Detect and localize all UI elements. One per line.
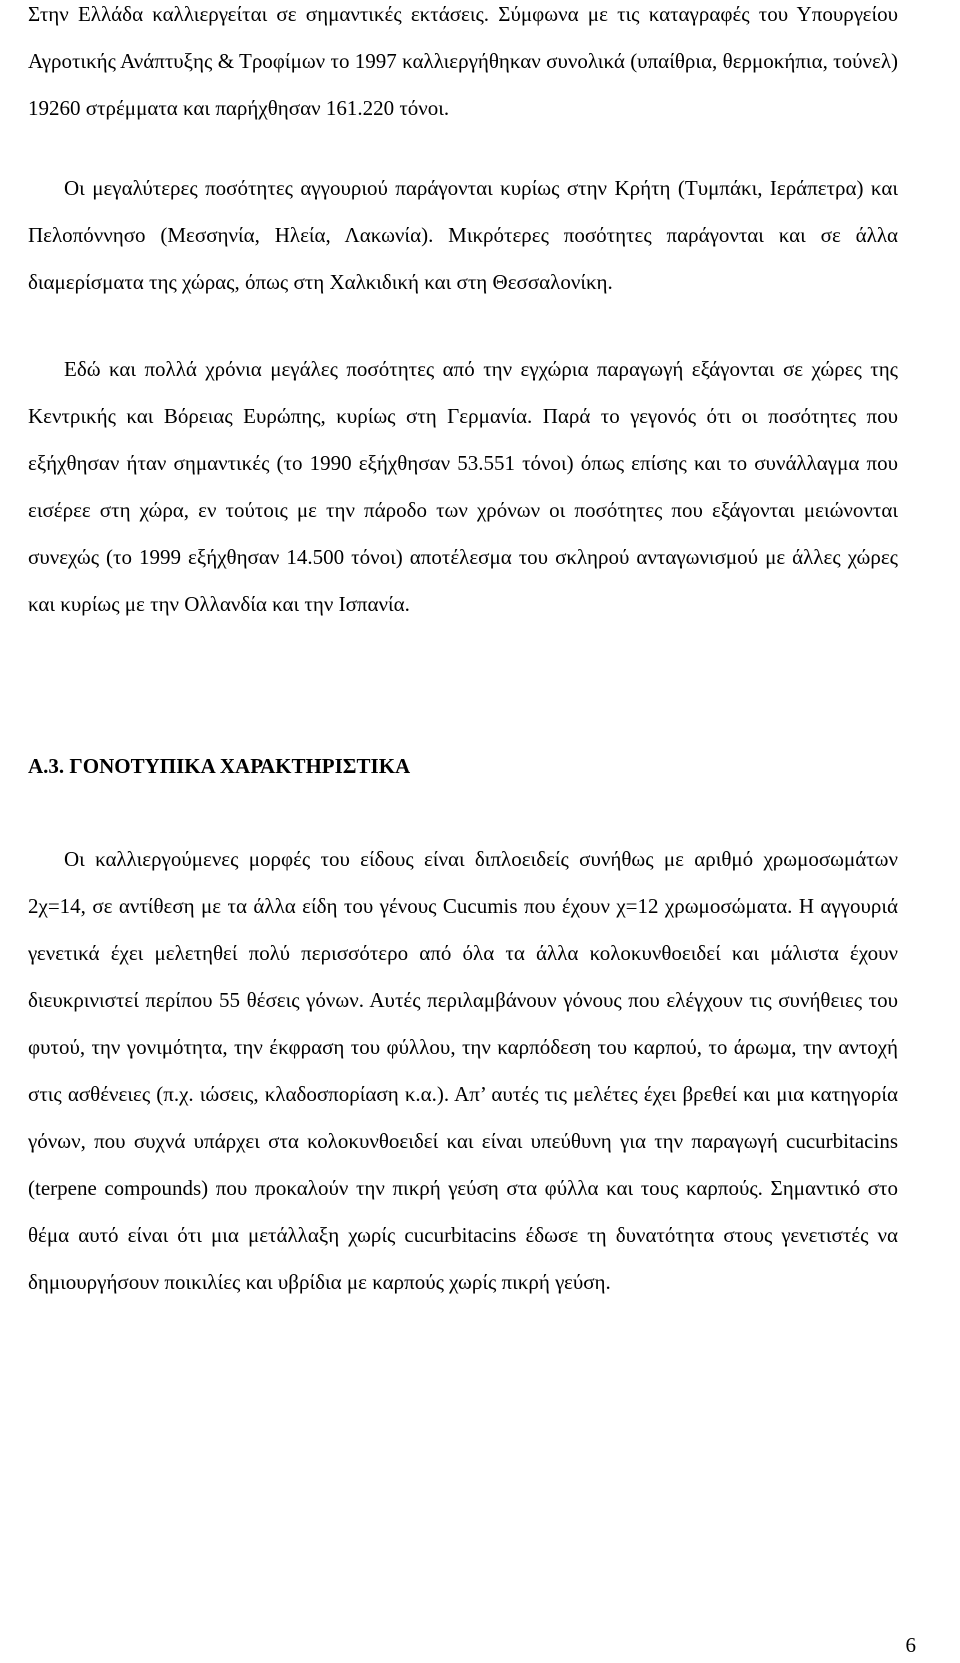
page-number: 6	[905, 1633, 916, 1657]
paragraph-production-regions: Οι μεγαλύτερες ποσότητες αγγουριού παράγονται κυρίως στην Κρήτη (Τυμπάκι, Ιεράπετρα) και Πελοπόννησο (Μεσσηνία, Ηλεία, Λακωνία). Μικρότερες ποσότητες παράγονται και σε άλλα διαμερίσματα της χώρας, όπως στη Χαλκιδική και στη Θεσσαλονίκη.	[28, 176, 898, 294]
paragraph-exports: Εδώ και πολλά χρόνια μεγάλες ποσότητες από την εγχώρια παραγωγή εξάγονται σε χώρες της Κεντρικής και Βόρειας Ευρώπης, κυρίως στη Γερμανία. Παρά το γεγονός ότι οι ποσότητες που εξήχθησαν ήταν σημαντικές (το 1990 εξήχθησαν 53.551 τόνοι) όπως επίσης και το συνάλλαγμα που εισέρεε στη χώρα, εν τούτοις με την πάροδο των χρόνων οι ποσότητες που εξάγονται μειώνονται συνεχώς (το 1999 εξήχθησαν 14.500 τόνοι) αποτέλεσμα του σκληρού ανταγωνισμού με άλλες χώρες και κυρίως με την Ολλανδία και την Ισπανία.	[28, 357, 898, 616]
paragraph-genotypic-characteristics: Οι καλλιεργούμενες μορφές του είδους είναι διπλοειδείς συνήθως με αριθμό χρωμοσωμάτων 2χ=14, σε αντίθεση με τα άλλα είδη του γένους Cucumis που έχουν χ=12 χρωμοσώματα. Η αγγουριά γενετικά έχει μελετηθεί πολύ περισσότερο από όλα τα άλλα κολοκυνθοειδεί και μάλιστα έχουν διευκρινιστεί περίπου 55 θέσεις γόνων. Αυτές περιλαμβάνουν γόνους που ελέγχουν τις συνήθειες του φυτού, την γονιμότητα, την έκφραση του φύλλου, την καρπόδεση του καρπού, το άρωμα, την αντοχή στις ασθένειες (π.χ. ιώσεις, κλαδοσπορίαση κ.α.). Απ’ αυτές τις μελέτες έχει βρεθεί και μια κατηγορία γόνων, που συχνά υπάρχει στα κολοκυνθοειδεί και είναι υπεύθυνη για την παραγωγή cucurbitacins (terpene compounds) που προκαλούν την πικρή γεύση στα φύλλα και τους καρπούς. Σημαντικό στο θέμα αυτό είναι ότι μια μετάλλαξη χωρίς cucurbitacins έδωσε τη δυνατότητα στους γενετιστές να δημιουργήσουν ποικιλίες και υβρίδια με καρπούς χωρίς πικρή γεύση.	[28, 847, 898, 1294]
section-heading: Α.3. ΓΟΝΟΤΥΠΙΚΑ ΧΑΡΑΚΤΗΡΙΣΤΙΚΑ	[28, 754, 411, 778]
paragraph-cultivation-greece: Στην Ελλάδα καλλιεργείται σε σημαντικές εκτάσεις. Σύμφωνα με τις καταγραφές του Υπουργείου Αγροτικής Ανάπτυξης & Τροφίμων το 1997 καλλιεργήθηκαν συνολικά (υπαίθρια, θερμοκήπια, τούνελ) 19260 στρέμματα και παρήχθησαν 161.220 τόνοι.	[28, 2, 898, 120]
